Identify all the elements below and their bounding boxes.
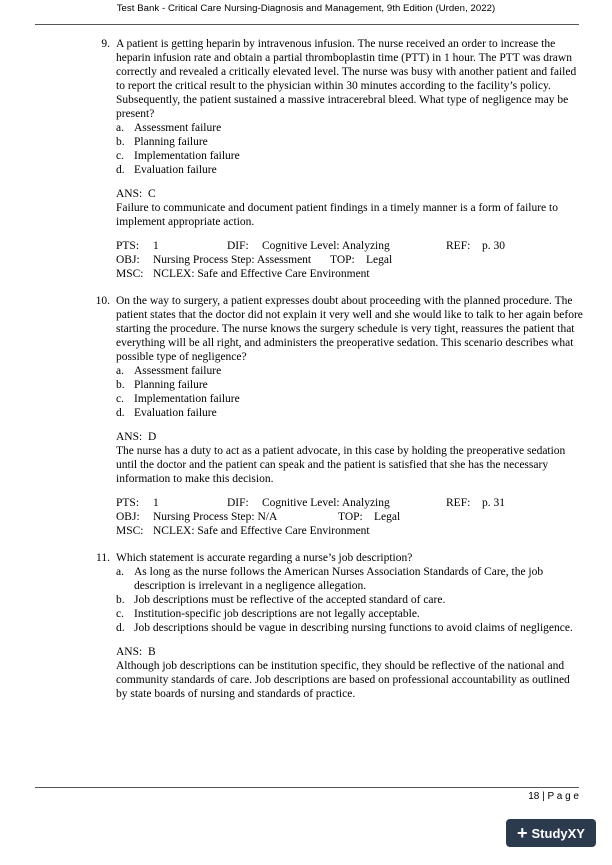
header-divider — [35, 24, 579, 25]
ref-label: REF: — [446, 240, 471, 252]
answer-line — [116, 430, 584, 444]
option-letter: a. — [116, 365, 124, 377]
answer-line — [116, 187, 584, 201]
pts-value: 1 — [153, 497, 159, 509]
obj-label: OBJ: — [116, 511, 140, 523]
answer-value: C — [147, 188, 156, 200]
question-11 — [96, 551, 584, 701]
option-text: As long as the nurse follows the American Nurses Association Standards of Care, the job description is irrelevant in a negligence allegation. — [134, 566, 544, 592]
dif-label: DIF: — [227, 240, 249, 252]
question-list — [95, 37, 584, 701]
option-b — [116, 593, 584, 607]
option-text: Planning failure — [134, 379, 208, 391]
question-number: 9. — [101, 38, 110, 50]
option-letter: b. — [116, 594, 125, 606]
option-text: Institution-specific job descriptions are not legally acceptable. — [134, 608, 420, 620]
meta-row-1 — [116, 496, 584, 510]
msc-value: NCLEX: Safe and Effective Care Environment — [153, 525, 370, 537]
option-a — [116, 364, 584, 378]
page-number: 18 | P a g e — [528, 791, 579, 802]
option-b — [116, 378, 584, 392]
option-text: Assessment failure — [134, 122, 222, 134]
top-label: TOP: — [338, 511, 363, 523]
msc-value: NCLEX: Safe and Effective Care Environment — [153, 268, 370, 280]
ref-value: p. 30 — [482, 240, 505, 252]
question-number: 10. — [95, 295, 110, 307]
option-letter: a. — [116, 122, 124, 134]
options-list — [116, 565, 584, 635]
obj-label: OBJ: — [116, 254, 140, 266]
option-letter: b. — [116, 136, 125, 148]
rationale: Failure to communicate and document patient findings in a timely manner is a form of failure to implement appropriate action. — [116, 202, 558, 228]
question-9 — [101, 37, 584, 281]
option-a — [116, 565, 584, 593]
option-text: Job descriptions should be vague in describing nursing functions to avoid claims of negligence. — [134, 622, 573, 634]
document-header: Test Bank - Critical Care Nursing-Diagnosis and Management, 9th Edition (Urden, 2022) — [116, 3, 496, 14]
option-text: Job descriptions must be reflective of the accepted standard of care. — [134, 594, 446, 606]
option-letter: b. — [116, 379, 125, 391]
option-text: Evaluation failure — [134, 164, 217, 176]
question-number: 11. — [96, 552, 110, 564]
badge-text: StudyXY — [531, 825, 585, 841]
msc-label: MSC: — [116, 268, 144, 280]
options-list — [116, 364, 584, 420]
option-a — [116, 121, 584, 135]
option-d — [116, 621, 584, 635]
footer-divider — [35, 787, 579, 788]
ref-label: REF: — [446, 497, 471, 509]
question-stem: A patient is getting heparin by intravenous infusion. The nurse received an order to increase the heparin infusion rate and obtain a partial thromboplastin time (PTT) in 1 hour. The PTT was drawn correctly and revealed a critically elevated level. The nurse was busy with another patient and failed to report the critical result to the physician within 30 minutes according to the facility’s policy. Subsequently, the patient sustained a massive intracerebral bleed. What type of negligence may be present? — [116, 38, 577, 120]
obj-value: Nursing Process Step: N/A — [153, 511, 278, 523]
option-letter: c. — [116, 393, 124, 405]
meta-row-3 — [116, 524, 584, 538]
option-text: Evaluation failure — [134, 407, 217, 419]
answer-line — [116, 645, 584, 659]
option-letter: a. — [116, 566, 124, 578]
msc-label: MSC: — [116, 525, 144, 537]
pts-label: PTS: — [116, 240, 140, 252]
rationale: The nurse has a duty to act as a patient advocate, in this case by holding the preoperative sedation until the doctor and the patient can speak and the patient is satisfied that she has the necessary information to make this decision. — [116, 445, 566, 485]
dif-label: DIF: — [227, 497, 249, 509]
option-d — [116, 163, 584, 177]
options-list — [116, 121, 584, 177]
dif-value: Cognitive Level: Analyzing — [262, 240, 390, 252]
answer-label: ANS: — [116, 431, 143, 443]
option-d — [116, 406, 584, 420]
option-letter: d. — [116, 407, 125, 419]
top-label: TOP: — [330, 254, 355, 266]
pts-value: 1 — [153, 240, 159, 252]
option-letter: c. — [116, 150, 124, 162]
option-b — [116, 135, 584, 149]
option-c — [116, 607, 584, 621]
option-letter: d. — [116, 622, 125, 634]
option-letter: c. — [116, 608, 124, 620]
meta-row-2 — [116, 510, 584, 524]
meta-row-3 — [116, 267, 584, 281]
dif-value: Cognitive Level: Analyzing — [262, 497, 390, 509]
meta-row-2 — [116, 253, 584, 267]
meta-row-1 — [116, 239, 584, 253]
studyxy-badge[interactable] — [506, 819, 596, 847]
answer-label: ANS: — [116, 646, 143, 658]
answer-value: B — [147, 646, 156, 658]
option-text: Planning failure — [134, 136, 208, 148]
question-10 — [95, 294, 584, 538]
question-stem: Which statement is accurate regarding a nurse’s job description? — [116, 552, 413, 564]
rationale: Although job descriptions can be institution specific, they should be reflective of the national and community standards of care. Job descriptions are based on professional accountability as outlined by state boards of nursing and standards of practice. — [116, 660, 570, 700]
answer-label: ANS: — [116, 188, 143, 200]
pts-label: PTS: — [116, 497, 140, 509]
option-c — [116, 149, 584, 163]
option-letter: d. — [116, 164, 125, 176]
option-text: Assessment failure — [134, 365, 222, 377]
answer-value: D — [147, 431, 157, 443]
question-stem: On the way to surgery, a patient expresses doubt about proceeding with the planned procedure. The patient states that the doctor did not explain it very well and she would like to talk to her again before starting the procedure. The nurse knows the surgery schedule is very tight, reassures the patient that everything will be all right, and administers the preoperative sedation. This scenario describes what possible type of negligence? — [116, 295, 583, 363]
option-text: Implementation failure — [134, 150, 240, 162]
ref-value: p. 31 — [482, 497, 505, 509]
plus-icon: + — [517, 823, 528, 843]
option-c — [116, 392, 584, 406]
obj-value: Nursing Process Step: Assessment — [153, 254, 312, 266]
top-value: Legal — [366, 254, 393, 266]
top-value: Legal — [374, 511, 401, 523]
option-text: Implementation failure — [134, 393, 240, 405]
